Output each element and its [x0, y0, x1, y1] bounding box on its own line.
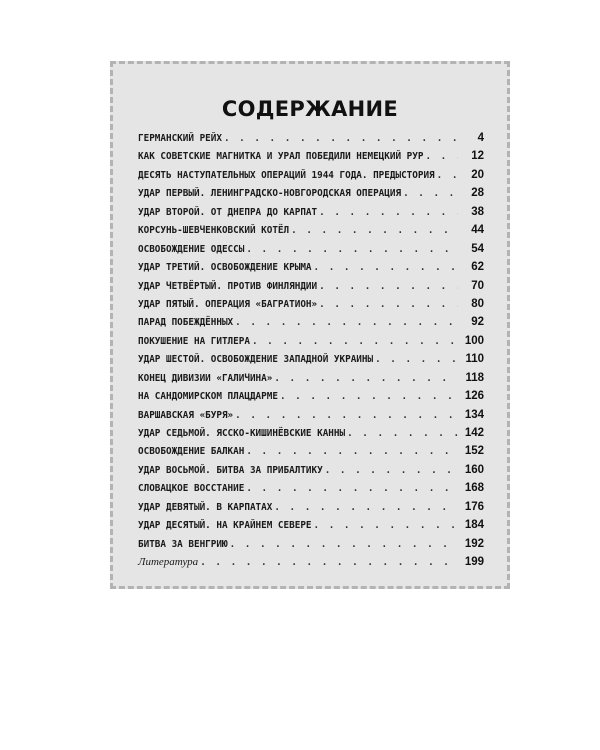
entry-title: БИТВА ЗА ВЕНГРИЮ [138, 538, 228, 550]
dot-leader [233, 317, 458, 328]
entry-page-number: 184 [464, 519, 484, 532]
dot-leader [373, 354, 458, 365]
entry-title: УДАР ПЕРВЫЙ. ЛЕНИНГРАДСКО-НОВГОРОДСКАЯ ОПЕРАЦИЯ [138, 188, 402, 200]
dot-leader [317, 281, 458, 292]
dot-leader [244, 446, 458, 457]
entry-page-number: 176 [464, 500, 484, 513]
contents-entry [138, 519, 484, 537]
dot-leader [312, 262, 458, 273]
entry-page-number: 110 [465, 353, 484, 366]
dot-leader [244, 244, 458, 255]
entry-page-number: 92 [471, 316, 484, 329]
dot-leader [317, 299, 458, 310]
dot-leader [198, 557, 458, 568]
contents-panel [110, 61, 510, 589]
entry-title: НА САНДОМИРСКОМ ПЛАЦДАРМЕ [138, 391, 278, 403]
contents-entry [138, 427, 484, 445]
dot-leader [435, 170, 458, 181]
dot-leader [278, 391, 458, 402]
contents-entry [138, 335, 484, 353]
dot-leader [323, 465, 458, 476]
entry-page-number: 70 [471, 279, 484, 292]
entry-title: УДАР ТРЕТИЙ. ОСВОБОЖДЕНИЕ КРЫМА [138, 262, 312, 274]
dot-leader [401, 188, 458, 199]
dot-leader [272, 502, 458, 513]
entry-page-number: 152 [464, 445, 484, 458]
dot-leader [423, 151, 458, 162]
entry-page-number: 142 [464, 427, 484, 439]
dot-leader [345, 428, 458, 439]
contents-entry [138, 206, 484, 224]
entry-title: ПАРАД ПОБЕЖДЁННЫХ [138, 317, 234, 329]
entry-page-number: 38 [471, 205, 484, 218]
entry-title: УДАР ПЯТЫЙ. ОПЕРАЦИЯ «БАГРАТИОН» [138, 298, 318, 310]
entry-title: УДАР СЕДЬМОЙ. ЯССКО-КИШИНЁВСКИЕ КАННЫ [138, 428, 346, 439]
entry-title: ОСВОБОЖДЕНИЕ ОДЕССЫ [138, 243, 245, 255]
entry-title: КОРСУНЬ-ШЕВЧЕНКОВСКИЙ КОТЁЛ [138, 225, 290, 237]
entry-title: ОСВОБОЖДЕНИЕ БАЛКАН [138, 446, 245, 458]
contents-entry [138, 353, 484, 371]
dot-leader [250, 336, 458, 347]
contents-entry [138, 445, 484, 463]
entry-title: ДЕСЯТЬ НАСТУПАТЕЛЬНЫХ ОПЕРАЦИЙ 1944 ГОДА. ПРЕДЫСТОРИЯ [138, 169, 435, 181]
entry-page-number: 80 [471, 297, 484, 310]
entry-title: УДАР ДЕСЯТЫЙ. НА КРАЙНЕМ СЕВЕРЕ [138, 520, 312, 532]
entry-page-number: 100 [464, 334, 484, 347]
entry-title: СЛОВАЦКОЕ ВОССТАНИЕ [138, 483, 245, 495]
contents-entry [138, 261, 484, 279]
entry-title: ПОКУШЕНИЕ НА ГИТЛЕРА [138, 335, 250, 347]
dot-leader [272, 373, 458, 384]
entry-page-number: 134 [464, 408, 484, 421]
entry-title: ВАРШАВСКАЯ «БУРЯ» [138, 409, 234, 421]
entry-page-number: 192 [464, 537, 484, 550]
entry-title: УДАР ВТОРОЙ. ОТ ДНЕПРА ДО КАРПАТ [138, 206, 318, 218]
contents-entry [138, 280, 484, 298]
entry-title: УДАР ШЕСТОЙ. ОСВОБОЖДЕНИЕ ЗАПАДНОЙ УКРАИНЫ [138, 354, 374, 366]
entry-page-number: 199 [464, 556, 484, 569]
contents-title: СОДЕРЖАНИЕ [221, 97, 399, 121]
dot-leader [312, 520, 458, 531]
dot-leader [289, 225, 458, 236]
entry-page-number: 44 [471, 224, 484, 237]
contents-entry [138, 464, 484, 482]
dot-leader [222, 133, 458, 144]
contents-entry [138, 243, 484, 261]
contents-entry [138, 501, 484, 519]
dot-leader [317, 207, 458, 218]
contents-entry [138, 316, 484, 334]
entry-title: КОНЕЦ ДИВИЗИИ «ГАЛИЧИНА» [138, 372, 273, 384]
contents-entry [138, 409, 484, 427]
dot-leader [244, 483, 458, 494]
entry-title: УДАР ДЕВЯТЫЙ. В КАРПАТАХ [138, 501, 273, 513]
contents-entry [138, 538, 484, 556]
contents-entry [138, 390, 484, 408]
entry-page-number: 54 [471, 242, 484, 255]
entry-title: ГЕРМАНСКИЙ РЕЙХ [138, 133, 222, 144]
contents-entry [138, 372, 484, 390]
dot-leader [233, 410, 458, 421]
contents-list [138, 132, 484, 575]
contents-entry [138, 224, 484, 242]
contents-entry [138, 298, 484, 316]
entry-title: КАК СОВЕТСКИЕ МАГНИТКА И УРАЛ ПОБЕДИЛИ НЕМЕЦКИЙ РУР [138, 151, 424, 163]
contents-entry [138, 556, 484, 574]
entry-title: УДАР ЧЕТВЁРТЫЙ. ПРОТИВ ФИНЛЯНДИИ [138, 280, 318, 292]
contents-entry [138, 187, 484, 205]
entry-page-number: 160 [464, 463, 484, 476]
entry-page-number: 20 [471, 168, 484, 181]
entry-page-number: 126 [464, 390, 484, 403]
contents-entry [138, 150, 484, 168]
entry-page-number: 62 [471, 261, 484, 274]
entry-page-number: 28 [471, 187, 484, 200]
entry-title: Литература [138, 556, 199, 569]
entry-page-number: 168 [464, 482, 484, 495]
entry-page-number: 12 [471, 150, 484, 163]
contents-entry [138, 482, 484, 500]
contents-entry [138, 169, 484, 187]
entry-page-number: 4 [477, 132, 484, 144]
contents-entry [138, 132, 484, 150]
entry-title: УДАР ВОСЬМОЙ. БИТВА ЗА ПРИБАЛТИКУ [138, 464, 323, 476]
dot-leader [228, 539, 458, 550]
entry-page-number: 118 [465, 371, 484, 384]
